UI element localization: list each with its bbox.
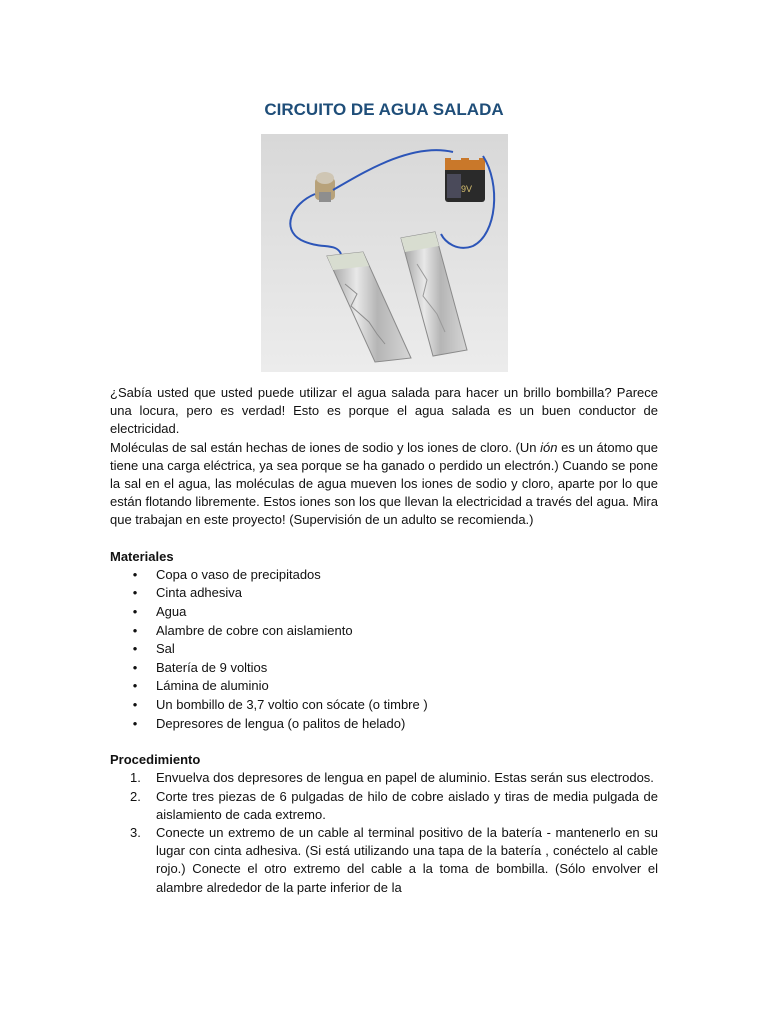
circuit-illustration bbox=[261, 134, 508, 372]
list-item: • Un bombillo de 3,7 voltio con sócate (o timbre ) bbox=[132, 696, 428, 712]
procedure-heading: Procedimiento bbox=[110, 752, 201, 768]
list-item: • Lámina de aluminio bbox=[132, 678, 269, 694]
bulb-socket bbox=[315, 172, 335, 202]
ion-term: ión bbox=[540, 439, 558, 455]
list-item: • Copa o vaso de precipitados bbox=[132, 566, 321, 582]
materials-list bbox=[110, 566, 658, 733]
document-title: CIRCUITO DE AGUA SALADA bbox=[264, 100, 504, 119]
circuit-photo bbox=[261, 134, 508, 372]
list-item: • Agua bbox=[132, 604, 187, 620]
list-item: • Sal bbox=[132, 641, 175, 657]
procedure-step: 2. Corte tres piezas de 6 pulgadas de hilo de cobre aislado y tiras de media pulgada de aislamiento de cada extremo. bbox=[130, 788, 658, 822]
battery-label: 9V bbox=[461, 184, 473, 194]
procedure-step: 1. Envuelva dos depresores de lengua en papel de aluminio. Estas serán sus electrodos. bbox=[130, 770, 654, 786]
materials-heading: Materiales bbox=[110, 548, 174, 564]
intro-paragraph-1: ¿Sabía usted que usted puede utilizar el agua salada para hacer un brillo bombilla? Parece una locura, pero es verdad! Esto es porque el agua salada es un buen conductor de electricidad. bbox=[110, 385, 658, 437]
article-body bbox=[110, 384, 658, 897]
procedure-list bbox=[110, 769, 658, 896]
procedure-step: 3. Conecte un extremo de un cable al terminal positivo de la batería - mantenerlo en su lugar con cinta adhesiva. (Si está utilizando una tapa de la batería , conéctelo al cable rojo.) Conecte el otro extremo del cable a la toma de bombilla. (Sólo envolver el alambre alrededor de la parte inferior de la bbox=[130, 824, 658, 895]
list-item: • Alambre de cobre con aislamiento bbox=[132, 622, 353, 638]
intro-paragraph-2: Moléculas de sal están hechas de iones de sodio y los iones de cloro. (Un ión es un átomo que tiene una carga eléctrica, ya sea porque se ha ganado o perdido un electrón.) Cuando se pone la sal en el agua, las moléculas de agua mueven los iones de sodio y cloro, aparte por lo que están flotando libremente. Estos iones son los que llevan la electricidad a través del agua. Mira que trabajan en este proyecto! (Supervisión de un adulto se recomienda.) bbox=[110, 439, 658, 528]
list-item: • Depresores de lengua (o palitos de helado) bbox=[132, 715, 406, 731]
list-item: • Batería de 9 voltios bbox=[132, 659, 268, 675]
list-item: • Cinta adhesiva bbox=[132, 585, 242, 601]
